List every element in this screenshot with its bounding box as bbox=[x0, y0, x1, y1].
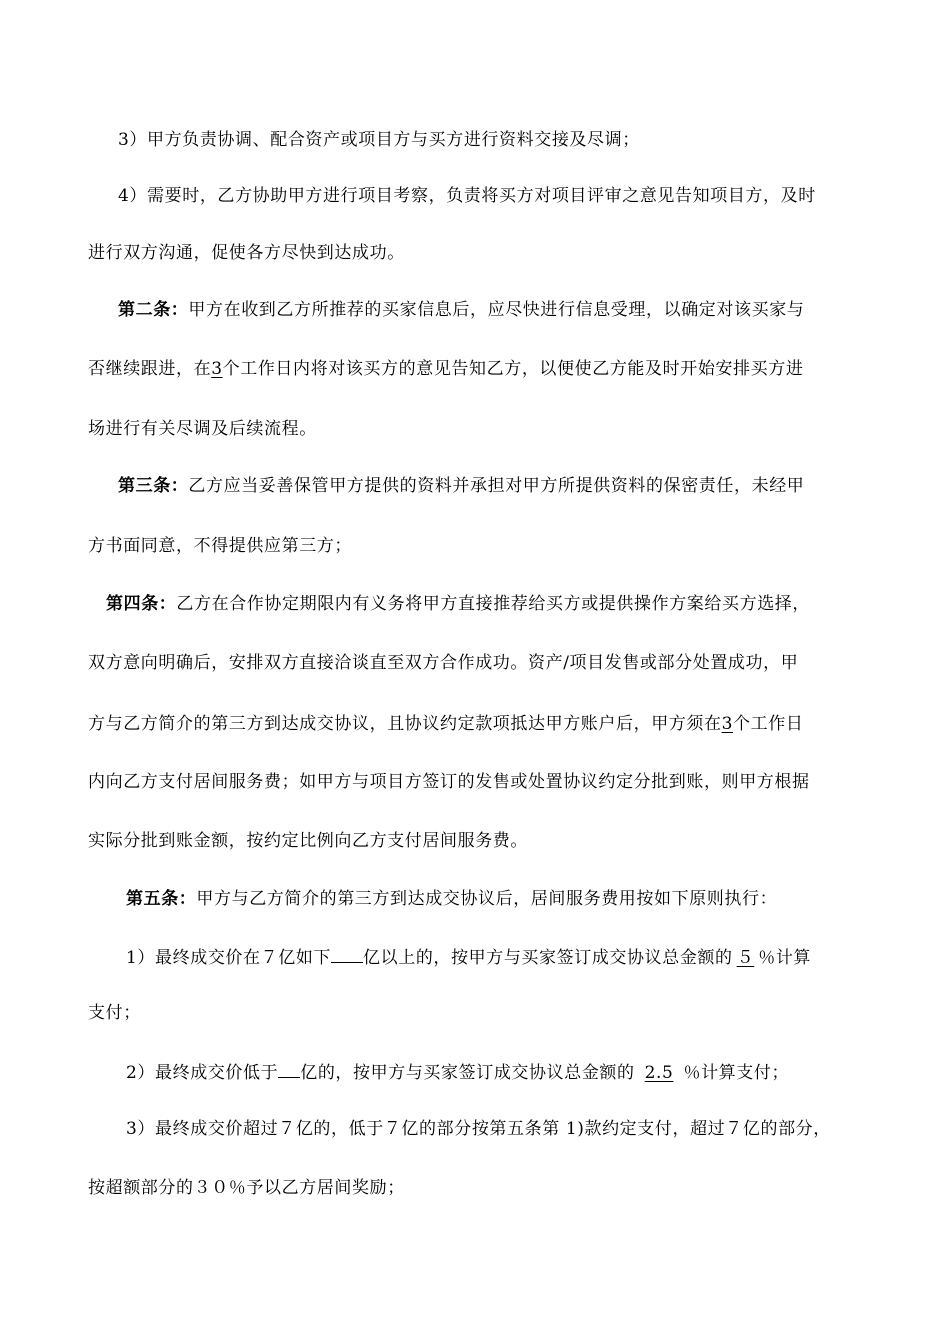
clause-2-text-post: ％计算支付； bbox=[683, 1063, 790, 1083]
article-4-text-pre: 方与乙方简介的第三方到达成交协议，且协议约定款项抵达甲方账户后，甲方须在 bbox=[88, 714, 722, 734]
article-2-line-1 bbox=[118, 298, 908, 322]
article-2-days-number: 3 bbox=[211, 359, 223, 379]
article-2-text-post: 个工作日内将对该买方的意见告知乙方，以便使乙方能及时开始安排买方进 bbox=[222, 359, 804, 379]
article-5-clause-1-line-2: 支付； bbox=[88, 1003, 141, 1023]
article-5-clause-2 bbox=[126, 1059, 916, 1085]
article-5-text: 甲方与乙方简介的第三方到达成交协议后，居间服务费用按如下原则执行： bbox=[196, 889, 778, 909]
article-3-line-1 bbox=[118, 474, 908, 498]
article-4-days-number: 3 bbox=[721, 714, 734, 734]
article-2-line-2 bbox=[88, 357, 878, 381]
article-5-line-1 bbox=[126, 887, 916, 911]
article-4-text: 乙方在合作协定期限内有义务将甲方直接推荐给买方或提供操作方案给买方选择， bbox=[176, 594, 811, 614]
clause-1-text-post: ％计算 bbox=[758, 948, 812, 968]
clause-1-blank bbox=[331, 944, 363, 963]
article-4-heading: 第四条： bbox=[106, 594, 177, 614]
article-2-heading: 第二条： bbox=[118, 300, 189, 320]
clause-2-blank bbox=[278, 1059, 300, 1078]
clause-item-3: 3）甲方负责协调、配合资产或项目方与买方进行资料交接及尽调； bbox=[118, 130, 640, 150]
article-5-heading: 第五条： bbox=[126, 889, 197, 909]
article-4-line-3 bbox=[88, 712, 878, 736]
article-5-clause-3-line-2: 按超额部分的３０％予以乙方居间奖励； bbox=[88, 1178, 405, 1198]
clause-2-text-pre: 2）最终成交价低于 bbox=[126, 1063, 279, 1083]
article-2-line-3: 场进行有关尽调及后续流程。 bbox=[88, 419, 317, 439]
clause-2-text-mid: 亿的，按甲方与买家签订成交协议总金额的 bbox=[300, 1063, 635, 1083]
article-4-line-4: 内向乙方支付居间服务费；如甲方与项目方签订的发售或处置协议约定分批到账，则甲方根据 bbox=[88, 772, 810, 792]
article-5-clause-1-line-1 bbox=[126, 944, 916, 970]
article-4-text-post: 个工作日 bbox=[733, 714, 804, 734]
clause-1-text-pre: 1）最终成交价在７亿如下 bbox=[126, 948, 332, 968]
clause-item-4-line-2: 进行双方沟通，促使各方尽快到达成功。 bbox=[88, 243, 405, 263]
clause-item-4-line-1: 4）需要时，乙方协助甲方进行项目考察，负责将买方对项目评审之意见告知项目方，及时 bbox=[118, 186, 816, 206]
article-3-heading: 第三条： bbox=[118, 476, 189, 496]
clause-1-text-mid: 亿以上的，按甲方与买家签订成交协议总金额的 bbox=[363, 948, 733, 968]
clause-1-percent: ５ bbox=[736, 948, 755, 968]
article-4-line-5: 实际分批到账金额，按约定比例向乙方支付居间服务费。 bbox=[88, 831, 528, 851]
article-2-text: 甲方在收到乙方所推荐的买家信息后，应尽快进行信息受理，以确定对该买家与 bbox=[188, 300, 805, 320]
article-3-text: 乙方应当妥善保管甲方提供的资料并承担对甲方所提供资料的保密责任，未经甲 bbox=[188, 476, 805, 496]
article-2-text-pre: 否继续跟进，在 bbox=[88, 359, 212, 379]
clause-2-percent: 2.5 bbox=[644, 1063, 674, 1083]
article-4-line-2: 双方意向明确后，安排双方直接洽谈直至双方合作成功。资产/项目发售或部分处置成功，甲 bbox=[88, 653, 799, 673]
article-5-clause-3-line-1: 3）最终成交价超过７亿的，低于７亿的部分按第五条第 1)款约定支付，超过７亿的部分， bbox=[126, 1119, 831, 1139]
article-4-line-1 bbox=[106, 592, 896, 616]
article-3-line-2: 方书面同意，不得提供应第三方； bbox=[88, 536, 352, 556]
